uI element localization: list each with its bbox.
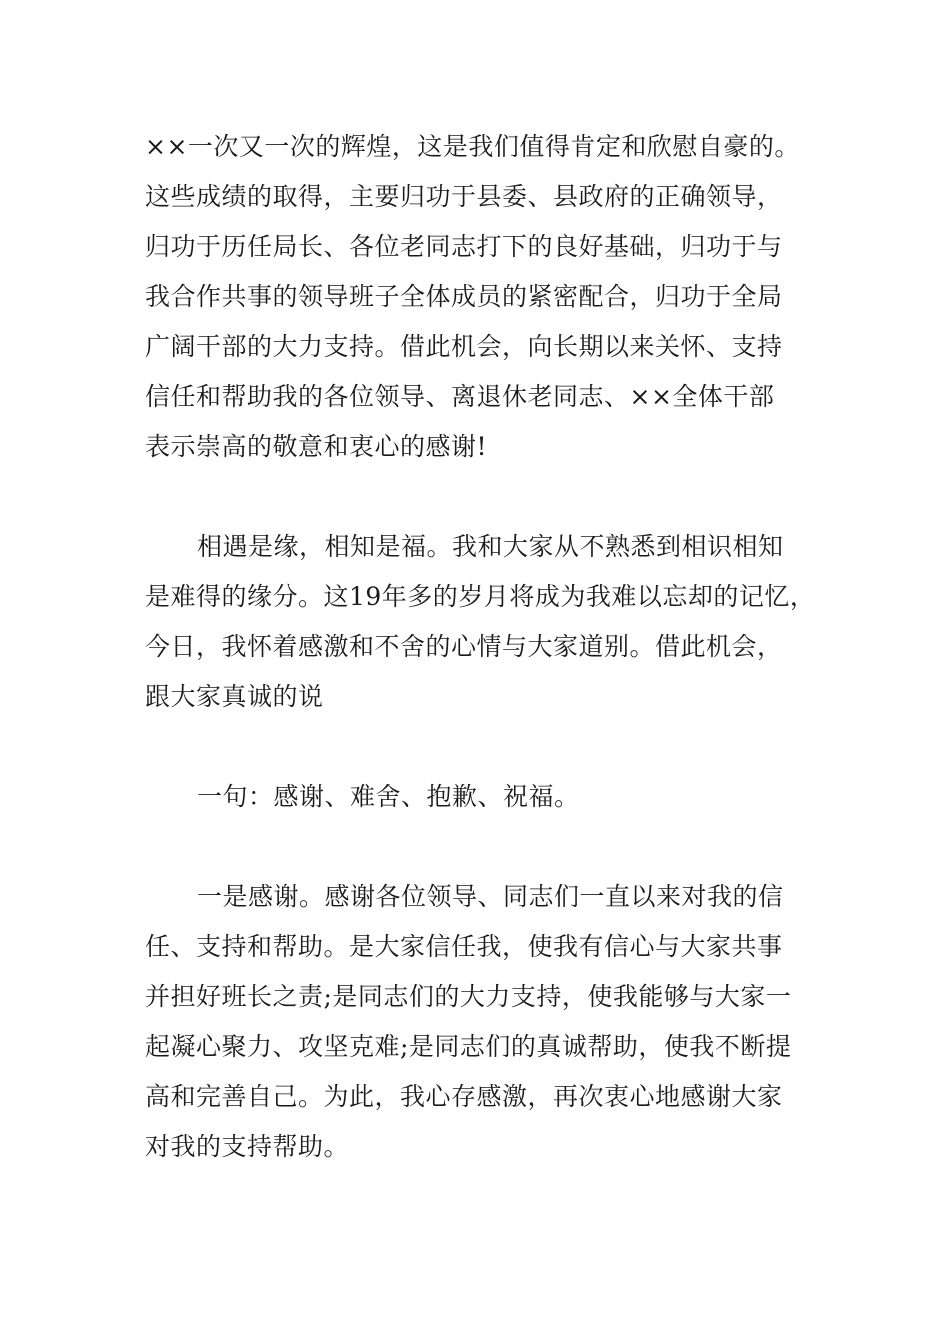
paragraph-farewell [145, 522, 845, 722]
text-line: 是难得的缘分。这19年多的岁月将成为我难以忘却的记忆， [145, 582, 816, 611]
text-line: 任、支持和帮助。是大家信任我，使我有信心与大家共事 [145, 932, 783, 961]
text-line-indented: 一句：感谢、难舍、抱歉、祝福。 [197, 782, 580, 811]
text-line-indented: 相遇是缘，相知是福。我和大家从不熟悉到相识相知 [197, 532, 784, 561]
text-line: 跟大家真诚的说 [145, 682, 324, 711]
text-line: 起凝心聚力、攻坚克难;是同志们的真诚帮助，使我不断提 [145, 1032, 792, 1061]
text-line: 信任和帮助我的各位领导、离退休老同志、××全体干部 [145, 382, 775, 411]
text-line: 我合作共事的领导班子全体成员的紧密配合，归功于全局 [145, 282, 783, 311]
text-line: 表示崇高的敬意和衷心的感谢! [145, 432, 488, 461]
text-line: 归功于历任局长、各位老同志打下的良好基础，归功于与 [145, 232, 783, 261]
text-line: 对我的支持帮助。 [145, 1132, 350, 1161]
paragraph-summary [145, 772, 845, 822]
text-line: 并担好班长之责;是同志们的大力支持，使我能够与大家一 [145, 982, 792, 1011]
paragraph-thanks [145, 872, 845, 1172]
text-line-indented: 一是感谢。感谢各位领导、同志们一直以来对我的信 [197, 882, 784, 911]
text-line: 今日，我怀着感激和不舍的心情与大家道别。借此机会， [145, 632, 783, 661]
text-line: ××一次又一次的辉煌，这是我们值得肯定和欣慰自豪的。 [145, 132, 800, 161]
text-line: 这些成绩的取得，主要归功于县委、县政府的正确领导， [145, 182, 783, 211]
text-line: 高和完善自己。为此，我心存感激，再次衷心地感谢大家 [145, 1082, 783, 1111]
paragraph-achievements [145, 122, 845, 472]
text-line: 广阔干部的大力支持。借此机会，向长期以来关怀、支持 [145, 332, 783, 361]
